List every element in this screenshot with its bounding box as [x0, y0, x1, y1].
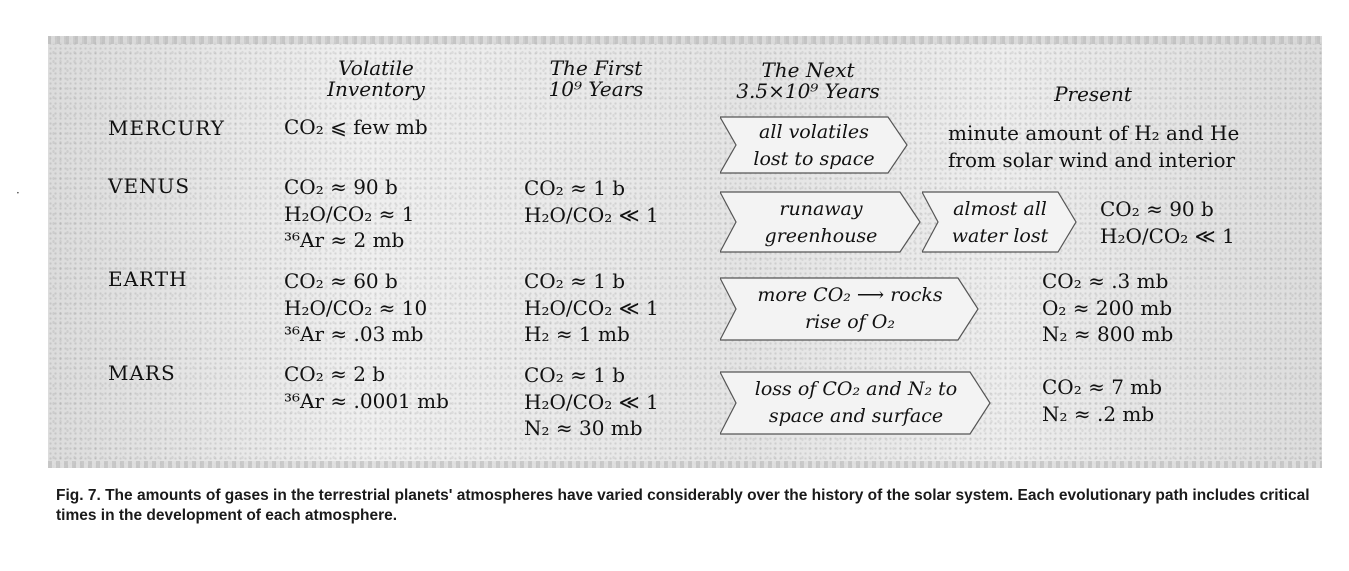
planet-label-mars: MARS: [108, 361, 176, 385]
earth-volatile-inventory: CO₂ ≈ 60 b H₂O/CO₂ ≈ 10 ³⁶Ar ≈ .03 mb: [284, 269, 428, 346]
mercury-volatile-inventory: CO₂ ⩽ few mb: [284, 115, 428, 139]
venus-present: CO₂ ≈ 90 b H₂O/CO₂ ≪ 1: [1100, 197, 1235, 248]
planet-label-venus: VENUS: [108, 174, 191, 198]
figure-panel: [48, 36, 1322, 468]
header-first-billion-years: The First 10⁹ Years: [548, 56, 644, 101]
figure-caption: Fig. 7. The amounts of gases in the terrestrial planets' atmospheres have varied considerably over the history of the solar system. Each evolutionary path includes critical times in the development of each atmosphere.: [56, 487, 1310, 524]
earth-process-arrow: more CO₂ ⟶ rocks rise of O₂: [720, 276, 980, 342]
planet-label-mercury: MERCURY: [108, 116, 225, 140]
mars-present: CO₂ ≈ 7 mb N₂ ≈ .2 mb: [1042, 375, 1163, 426]
header-volatile-inventory: Volatile Inventory: [327, 56, 425, 101]
header-next-years: The Next 3.5×10⁹ Years: [736, 58, 880, 103]
earth-present: CO₂ ≈ .3 mb O₂ ≈ 200 mb N₂ ≈ 800 mb: [1042, 269, 1174, 346]
mercury-process-arrow: all volatiles lost to space: [720, 115, 908, 175]
venus-water-loss-arrow: almost all water lost: [922, 190, 1078, 254]
mars-first-billion-years: CO₂ ≈ 1 b H₂O/CO₂ ≪ 1 N₂ ≈ 30 mb: [524, 363, 659, 440]
venus-first-billion-years: CO₂ ≈ 1 b H₂O/CO₂ ≪ 1: [524, 176, 659, 227]
venus-volatile-inventory: CO₂ ≈ 90 b H₂O/CO₂ ≈ 1 ³⁶Ar ≈ 2 mb: [284, 175, 415, 252]
venus-runaway-arrow: runaway greenhouse: [720, 190, 922, 254]
earth-first-billion-years: CO₂ ≈ 1 b H₂O/CO₂ ≪ 1 H₂ ≈ 1 mb: [524, 269, 659, 346]
mars-process-arrow: loss of CO₂ and N₂ to space and surface: [720, 370, 992, 436]
mercury-present: minute amount of H₂ and He from solar wind and interior: [948, 121, 1240, 172]
planet-label-earth: EARTH: [108, 267, 188, 291]
header-present: Present: [1054, 82, 1132, 106]
stray-mark: ·: [16, 186, 20, 200]
mars-volatile-inventory: CO₂ ≈ 2 b ³⁶Ar ≈ .0001 mb: [284, 362, 449, 413]
